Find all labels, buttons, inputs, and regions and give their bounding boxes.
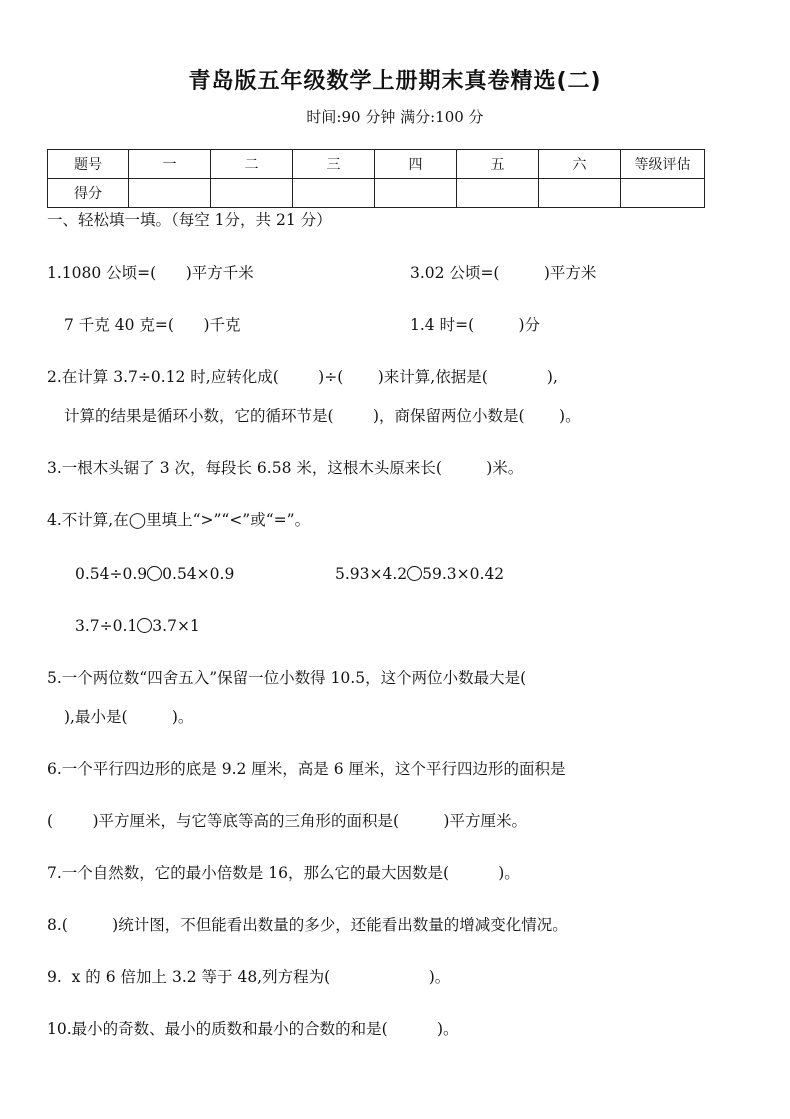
header-cell: 一 <box>129 150 211 179</box>
question-5-line2: ),最小是( )。 <box>64 708 194 726</box>
question-4: 4.不计算,在◯里填上“>”“<”或“=”。 <box>47 511 311 529</box>
score-cell[interactable] <box>293 179 375 208</box>
comparison-3 <box>75 615 200 637</box>
header-cell: 等级评估 <box>621 150 705 179</box>
score-cell[interactable] <box>129 179 211 208</box>
comparison-left: 3.7÷0.1 <box>75 617 138 635</box>
question-7: 7.一个自然数，它的最小倍数是 16，那么它的最大因数是( )。 <box>47 864 520 882</box>
question-1d: 1.4 时=( )分 <box>410 316 541 334</box>
question-1a: 1.1080 公顷=( )平方千米 <box>47 264 254 282</box>
header-cell: 五 <box>457 150 539 179</box>
header-cell: 六 <box>539 150 621 179</box>
comparison-right: 59.3×0.42 <box>422 565 505 583</box>
exam-info: 时间:90 分钟 满分:100 分 <box>306 108 484 126</box>
score-table-score-row <box>48 179 705 208</box>
question-5-line1: 5.一个两位数“四舍五入”保留一位小数得 10.5，这个两位小数最大是( <box>47 669 527 687</box>
question-10: 10.最小的奇数、最小的质数和最小的合数的和是( )。 <box>47 1020 459 1038</box>
comparison-2 <box>335 563 504 585</box>
header-cell: 题号 <box>48 150 129 179</box>
comparison-circle[interactable] <box>137 618 152 633</box>
header-cell: 四 <box>375 150 457 179</box>
section-heading: 一、轻松填一填。（每空 1分，共 21 分） <box>47 211 332 229</box>
comparison-circle[interactable] <box>407 566 422 581</box>
question-8: 8.( )统计图，不但能看出数量的多少，还能看出数量的增减变化情况。 <box>47 916 568 934</box>
comparison-right: 0.54×0.9 <box>162 565 235 583</box>
header-cell: 三 <box>293 150 375 179</box>
page-title: 青岛版五年级数学上册期末真卷精选(二) <box>188 69 602 94</box>
score-cell[interactable] <box>457 179 539 208</box>
comparison-right: 3.7×1 <box>152 617 200 635</box>
score-cell[interactable] <box>211 179 293 208</box>
question-6-line2: ( )平方厘米，与它等底等高的三角形的面积是( )平方厘米。 <box>47 812 527 830</box>
question-1b: 3.02 公顷=( )平方米 <box>410 264 597 282</box>
comparison-left: 5.93×4.2 <box>335 565 408 583</box>
question-3: 3.一根木头锯了 3 次，每段长 6.58 米，这根木头原来长( )米。 <box>47 459 524 477</box>
comparison-left: 0.54÷0.9 <box>75 565 148 583</box>
header-cell: 二 <box>211 150 293 179</box>
question-1c: 7 千克 40 克=( )千克 <box>64 316 241 334</box>
question-2-line1: 2.在计算 3.7÷0.12 时,应转化成( )÷( )来计算,依据是( ), <box>47 368 558 386</box>
score-cell[interactable] <box>621 179 705 208</box>
question-6-line1: 6.一个平行四边形的底是 9.2 厘米，高是 6 厘米，这个平行四边形的面积是 <box>47 760 566 778</box>
score-label-cell: 得分 <box>48 179 129 208</box>
score-table <box>47 149 705 208</box>
question-9: 9. x 的 6 倍加上 3.2 等于 48,列方程为( )。 <box>47 968 451 986</box>
score-cell[interactable] <box>539 179 621 208</box>
score-cell[interactable] <box>375 179 457 208</box>
comparison-1 <box>75 563 234 585</box>
score-table-header-row <box>48 150 705 179</box>
comparison-circle[interactable] <box>147 566 162 581</box>
question-2-line2: 计算的结果是循环小数，它的循环节是( )，商保留两位小数是( )。 <box>64 407 581 425</box>
